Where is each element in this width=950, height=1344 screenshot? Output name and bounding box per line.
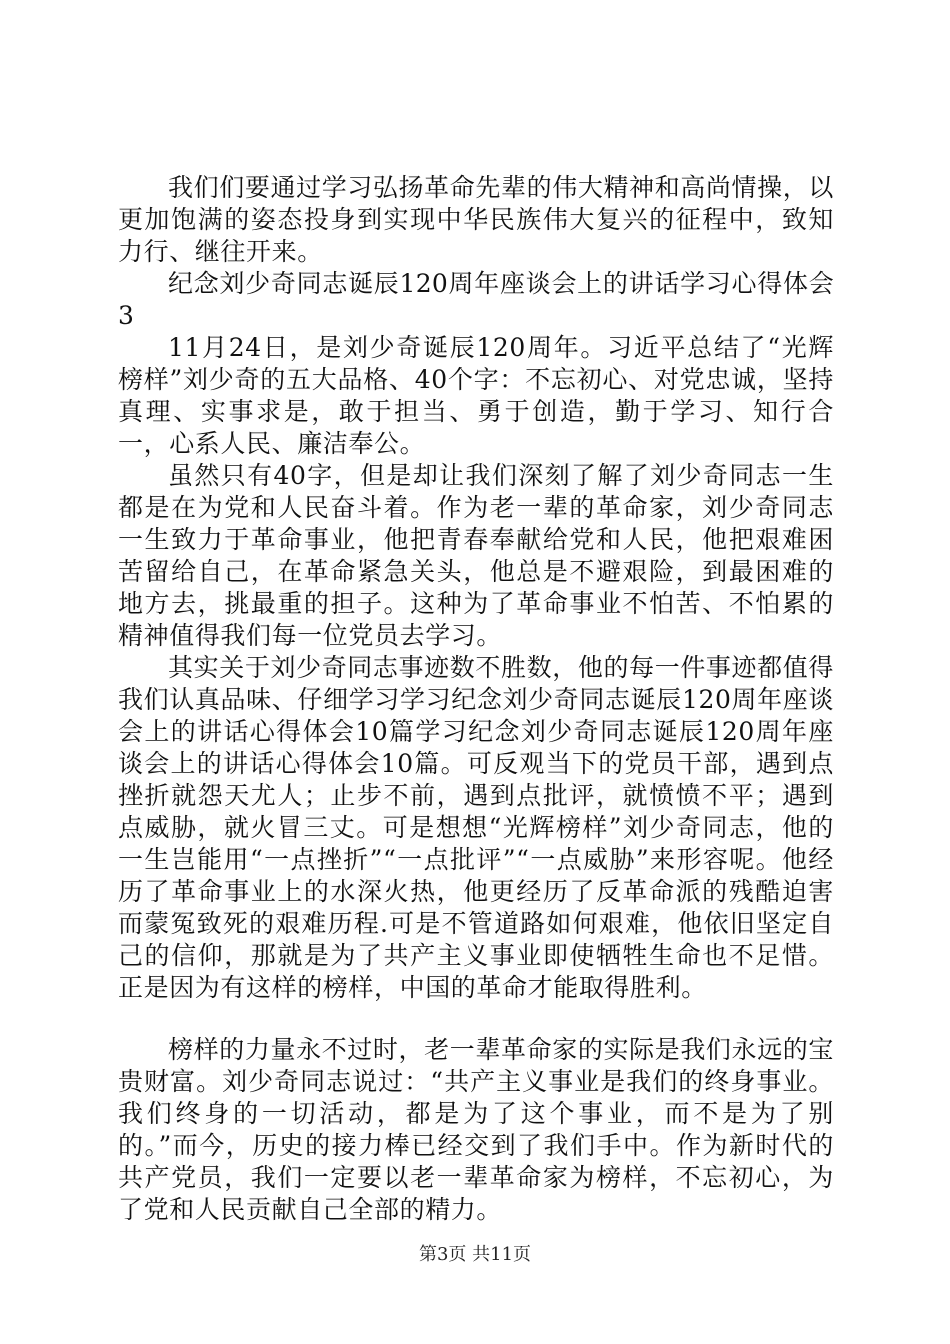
document-body <box>118 172 834 1226</box>
paragraph-role-model: 榜样的力量永不过时，老一辈革命家的实际是我们永远的宝贵财富。刘少奇同志说过：“共产主义事业是我们的终身事业。我们终身的一切活动，都是为了这个事业，而不是为了别的。”而今，历史的接力棒已经交到了我们手中。作为新时代的共产党员，我们一定要以老一辈革命家为榜样，不忘初心，为了党和人民贡献自己全部的精力。 <box>118 1035 834 1224</box>
section-heading: 纪念刘少奇同志诞辰120周年座谈会上的讲话学习心得体会3 <box>118 269 834 330</box>
paragraph-intro: 我们们要通过学习弘扬革命先辈的伟大精神和高尚情操，以更加饱满的姿态投身到实现中华民族伟大复兴的征程中，致知力行、继往开来。 <box>118 173 834 266</box>
paragraph-gap <box>118 1004 834 1034</box>
page-number-footer: 第3页 共11页 <box>418 1244 532 1265</box>
paragraph-forty-characters: 虽然只有40字，但是却让我们深刻了解了刘少奇同志一生都是在为党和人民奋斗着。作为老一辈的革命家，刘少奇同志一生致力于革命事业，他把青春奉献给党和人民，他把艰难困苦留给自己，在革命紧急关头，他总是不避艰险，到最困难的地方去，挑最重的担子。这种为了革命事业不怕苦、不怕累的精神值得我们每一位党员去学习。 <box>118 461 834 650</box>
paragraph-deeds: 其实关于刘少奇同志事迹数不胜数，他的每一件事迹都值得我们认真品味、仔细学习学习纪念刘少奇同志诞辰120周年座谈会上的讲话心得体会10篇学习纪念刘少奇同志诞辰120周年座谈会上的讲话心得体会10篇。可反观当下的党员干部，遇到点挫折就怨天尤人；止步不前，遇到点批评，就愤愤不平；遇到点威胁，就火冒三丈。可是想想“光辉榜样”刘少奇同志，他的一生岂能用“一点挫折”“一点批评”“一点威胁”来形容呢。他经历了革命事业上的水深火热，他更经历了反革命派的残酷迫害而蒙冤致死的艰难历程.可是不管道路如何艰难，他依旧坚定自己的信仰，那就是为了共产主义事业即使牺牲生命也不足惜。正是因为有这样的榜样，中国的革命才能取得胜利。 <box>118 653 834 1002</box>
paragraph-anniversary: 11月24日，是刘少奇诞辰120周年。习近平总结了“光辉榜样”刘少奇的五大品格、40个字：不忘初心、对党忠诚，坚持真理、实事求是，敢于担当、勇于创造，勤于学习、知行合一，心系人民、廉洁奉公。 <box>118 333 834 458</box>
